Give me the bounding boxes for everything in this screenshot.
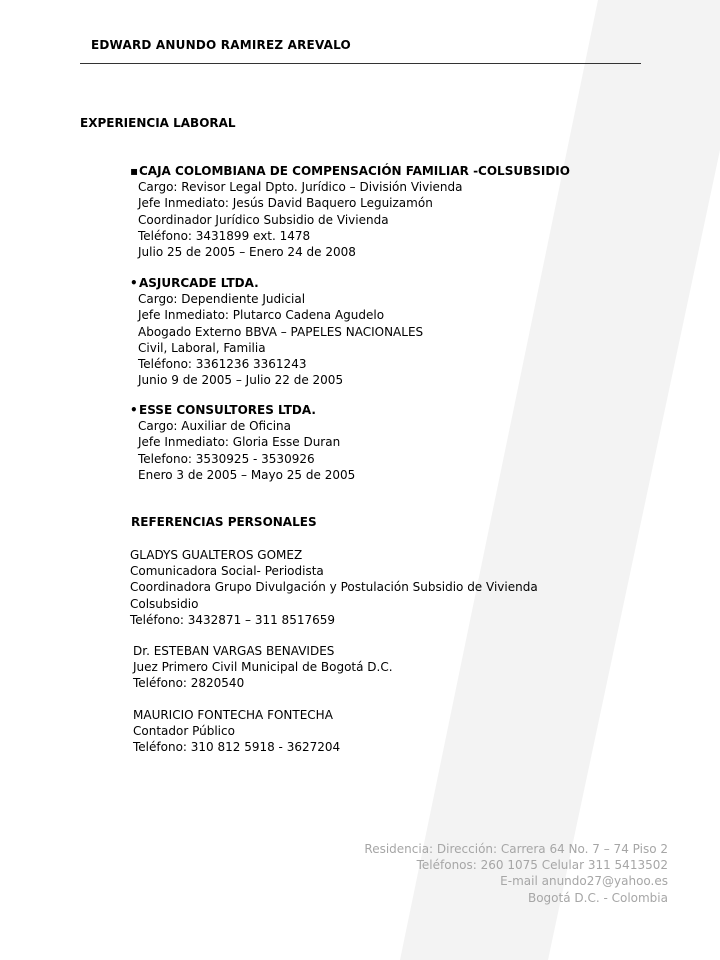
job-detail-line: Abogado Externo BBVA – PAPELES NACIONALES (138, 324, 424, 339)
job-detail-line: Teléfono: 3361236 3361243 (138, 357, 307, 372)
job-detail-line: Julio 25 de 2005 – Enero 24 de 2008 (138, 245, 356, 260)
job-detail-line: Enero 3 de 2005 – Mayo 25 de 2005 (138, 467, 356, 482)
reference-detail-line: Teléfono: 310 812 5918 - 3627204 (133, 740, 341, 755)
header-divider (80, 63, 641, 64)
job-detail-line: Cargo: Auxiliar de Oficina (138, 419, 291, 434)
job-company: ▪CAJA COLOMBIANA DE COMPENSACIÓN FAMILIAR -COLSUBSIDIO (130, 164, 570, 178)
reference-detail-line: Teléfono: 2820540 (133, 676, 245, 691)
square-bullet-icon: ▪ (130, 164, 139, 178)
job-entry-asjurcade (130, 275, 423, 388)
footer-address: Residencia: Dirección: Carrera 64 No. 7 – 74 Piso 2 (364, 842, 668, 856)
job-detail-line: Junio 9 de 2005 – Julio 22 de 2005 (138, 373, 344, 388)
round-bullet-icon: • (130, 403, 138, 417)
footer-city: Bogotá D.C. - Colombia (527, 890, 668, 905)
header-name: EDWARD ANUNDO RAMIREZ AREVALO (91, 38, 351, 52)
references-section-title: REFERENCIAS PERSONALES (131, 515, 317, 529)
reference-detail-line: Colsubsidio (130, 596, 199, 611)
contact-footer (364, 841, 668, 906)
job-detail-line: Cargo: Dependiente Judicial (138, 292, 306, 307)
job-entry-esse-consultores (130, 402, 355, 483)
job-detail-line: Civil, Laboral, Familia (138, 340, 266, 355)
reference-detail-line: Teléfono: 3432871 – 311 8517659 (130, 612, 335, 627)
reference-entry (133, 643, 393, 692)
reference-detail-line: Contador Público (133, 724, 235, 739)
job-detail-line: Coordinador Jurídico Subsidio de Vivienda (138, 212, 389, 227)
reference-entry (133, 707, 340, 756)
job-detail-line: Jefe Inmediato: Gloria Esse Duran (138, 435, 341, 450)
reference-name: MAURICIO FONTECHA FONTECHA (133, 708, 333, 722)
job-entry-colsubsidio (130, 163, 570, 260)
reference-entry (130, 547, 538, 628)
reference-detail-line: Comunicadora Social- Periodista (130, 564, 324, 579)
reference-detail-line: Juez Primero Civil Municipal de Bogotá D.C. (133, 660, 393, 675)
reference-name: GLADYS GUALTEROS GOMEZ (130, 548, 303, 562)
job-company: •ESSE CONSULTORES LTDA. (130, 403, 316, 417)
reference-name: Dr. ESTEBAN VARGAS BENAVIDES (133, 644, 335, 658)
reference-detail-line: Coordinadora Grupo Divulgación y Postulación Subsidio de Vivienda (130, 580, 538, 595)
footer-phones: Teléfonos: 260 1075 Celular 311 5413502 (416, 858, 668, 873)
job-detail-line: Cargo: Revisor Legal Dpto. Jurídico – División Vivienda (138, 180, 463, 195)
round-bullet-icon: • (130, 276, 138, 290)
job-detail-line: Telefono: 3530925 - 3530926 (138, 451, 315, 466)
job-detail-line: Jefe Inmediato: Jesús David Baquero Leguizamón (138, 196, 433, 211)
experience-section-title: EXPERIENCIA LABORAL (80, 116, 236, 130)
footer-email: E-mail anundo27@yahoo.es (500, 874, 668, 889)
job-company: •ASJURCADE LTDA. (130, 276, 259, 290)
job-detail-line: Teléfono: 3431899 ext. 1478 (138, 228, 311, 243)
job-detail-line: Jefe Inmediato: Plutarco Cadena Agudelo (138, 308, 385, 323)
